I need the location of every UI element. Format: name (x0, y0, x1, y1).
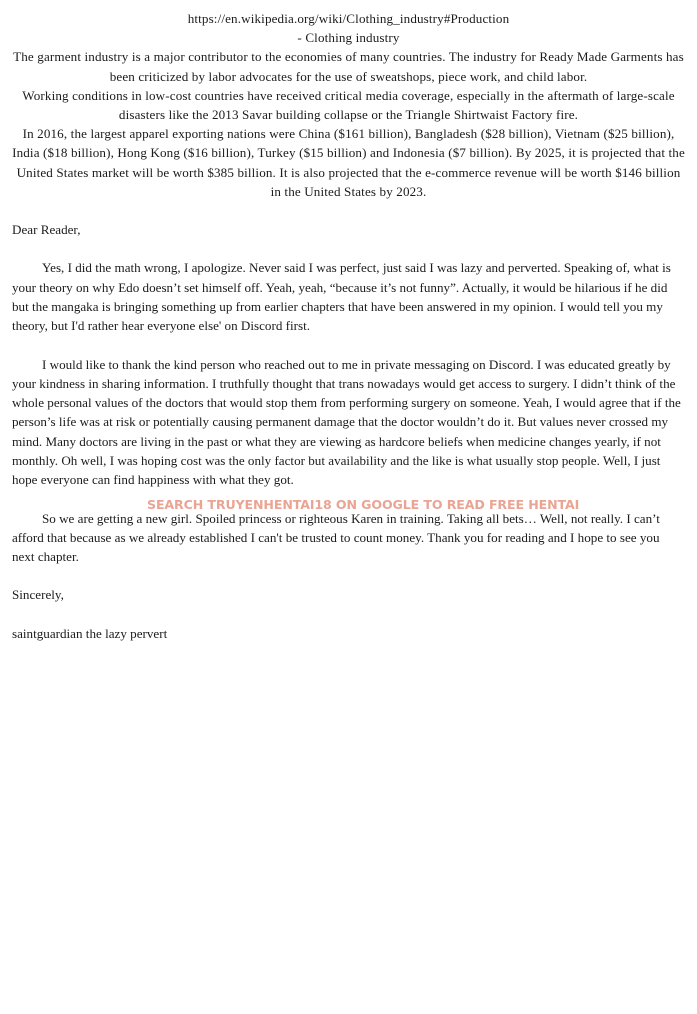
source-url: https://en.wikipedia.org/wiki/Clothing_industry#Production (187, 11, 510, 26)
source-article-title: - Clothing industry (297, 30, 400, 46)
letter-salutation: Dear Reader, (12, 222, 81, 238)
author-letter (12, 220, 685, 643)
letter-paragraph-1: Yes, I did the math wrong, I apologize. Never said I was perfect, just said I was lazy and perverted. Speaking of, what is your theory on why Edo doesn’t set himself off. Yeah, yeah, “because it’s not funny”. Actually, it would be hilarious if he did but the mangaka is bringing something up from earlier chapters that have been answered in my opinion. I would tell you my theory, but I'd rather hear everyone else' on Discord first. (12, 260, 671, 334)
quoted-paragraph-2: Working conditions in low-cost countries have received critical media coverage, especially in the aftermath of large-scale disasters like the 2013 Savar building collapse or the Triangle Shirtwaist Factory fire. (22, 87, 675, 123)
wikipedia-quote-block (12, 9, 685, 201)
quoted-paragraph-3: In 2016, the largest apparel exporting nations were China ($161 billion), Bangladesh ($28 billion), Vietnam ($25 billion), India ($18 billion), Hong Kong ($16 billion), Turkey ($15 billion) and Indonesia ($7 billion). By 2025, it is projected that the United States market will be worth $385 billion. It is also projected that the e-commerce revenue will be worth $146 billion in the United States by 2023. (12, 126, 685, 199)
letter-closing: Sincerely, (12, 587, 64, 603)
letter-signature: saintguardian the lazy pervert (12, 625, 168, 641)
site-watermark: SEARCH TRUYENHENTAI18 ON GOOGLE TO READ FREE HENTAI (147, 497, 580, 512)
letter-paragraph-2: I would like to thank the kind person who reached out to me in private messaging on Discord. I was educated greatly by your kindness in sharing information. I truthfully thought that trans nowadays would get access to surgery. I didn’t think of the whole personal values of the doctors that would stop them from performing surgery on someone. Yeah, I would agree that if the person’s life was at risk or potentially causing permanent damage that the doctor wouldn’t do it. But values never crossed my mind. Many doctors are living in the past or what they are viewing as hardcore beliefs when medicine changes yearly, if not monthly. Oh well, I was hoping cost was the only factor but availability and the like is what usually stop people. Well, I just hope everyone can find happiness with what they got. (12, 356, 681, 488)
letter-paragraph-3: So we are getting a new girl. Spoiled princess or righteous Karen in training. Taking all bets… Well, not really. I can’t afford that because as we already established I can't be trusted to count money. Thank you for reading and I hope to see you next chapter. (12, 510, 660, 565)
quoted-paragraph-1: The garment industry is a major contributor to the economies of many countries. The industry for Ready Made Garments has been criticized by labor advocates for the use of sweatshops, piece work, and child labor. (13, 49, 684, 84)
